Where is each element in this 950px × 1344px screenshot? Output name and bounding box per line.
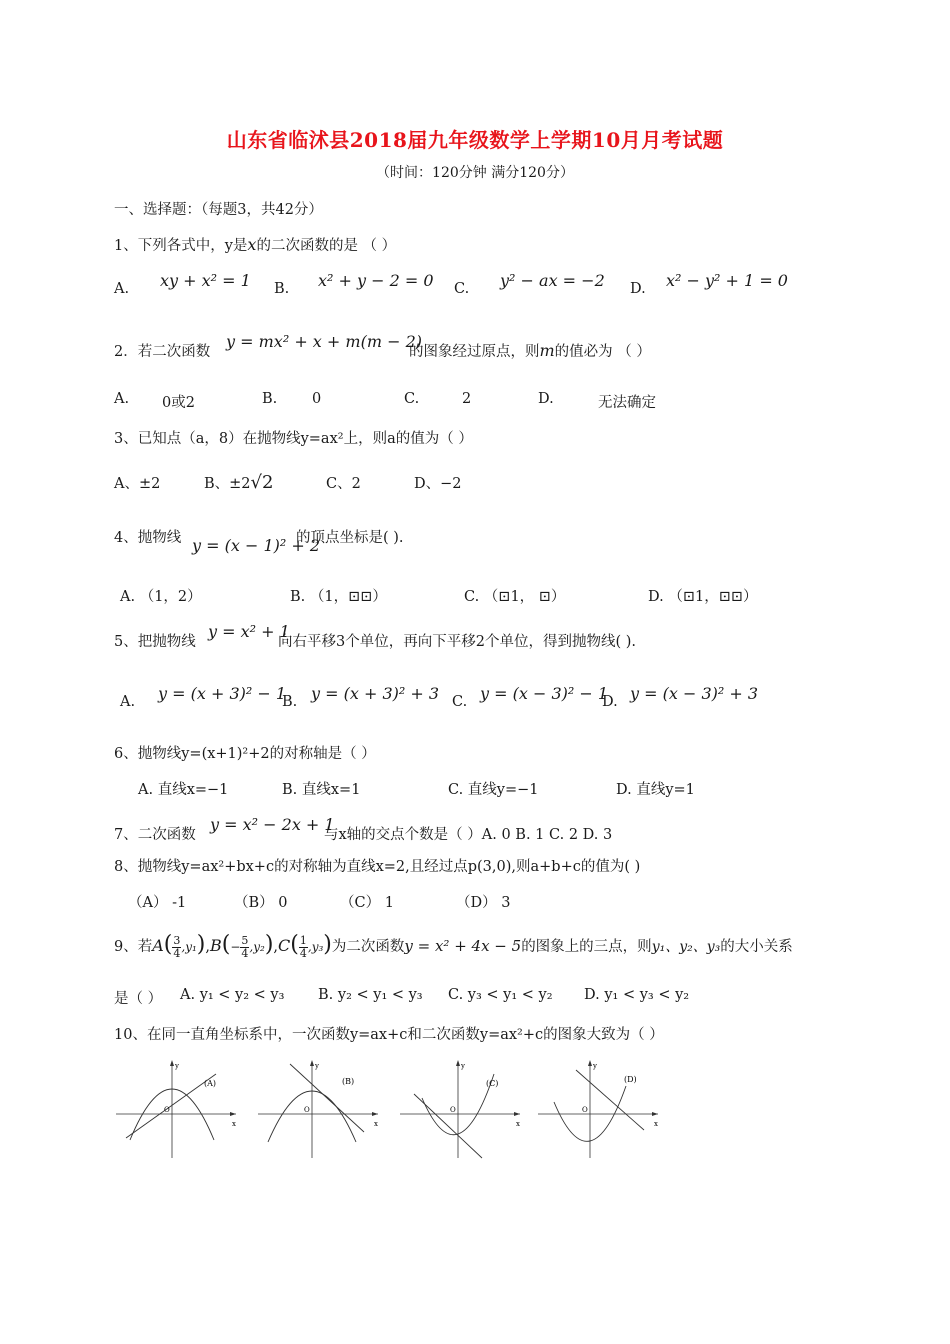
q4-option-b[interactable]: B. （1，⊡⊡） bbox=[290, 589, 387, 605]
y-label: y bbox=[461, 1062, 465, 1070]
x-axis-arrow bbox=[372, 1112, 378, 1116]
line bbox=[290, 1064, 364, 1132]
question-4-stem: 4、抛物线 bbox=[114, 530, 182, 546]
q10-graph-a[interactable] bbox=[112, 1058, 242, 1162]
q10-graph-b[interactable] bbox=[254, 1058, 384, 1162]
exam-info: （时间：120分钟 满分120分） bbox=[376, 165, 574, 181]
q3-option-b[interactable]: B、±2√2 bbox=[204, 472, 274, 493]
q9-option-a[interactable]: A. y₁ < y₂ < y₃ bbox=[180, 987, 285, 1003]
q5-option-c[interactable]: y = (x − 3)² − 1 bbox=[480, 684, 609, 703]
fraction-b: $\frac{5}{4}$ bbox=[241, 933, 249, 960]
q5-expression: y = x² + 1 bbox=[208, 622, 290, 641]
q9-option-d[interactable]: D. y₁ < y₃ < y₂ bbox=[584, 987, 690, 1003]
q1-option-d-label: D. bbox=[630, 281, 646, 297]
q2-option-a[interactable]: 0或2 bbox=[162, 395, 195, 411]
q3-option-c[interactable]: C、2 bbox=[326, 476, 361, 492]
y-label: y bbox=[315, 1062, 319, 1070]
graph-label: (A) bbox=[204, 1079, 217, 1088]
question-6-stem: 6、抛物线y=(x+1)²+2的对称轴是（ ） bbox=[114, 746, 376, 762]
y-label: y bbox=[593, 1062, 597, 1070]
fraction-a: $\frac{3}{4}$ bbox=[173, 933, 181, 960]
q4-expression: y = (x − 1)² + 2 bbox=[192, 536, 321, 555]
question-10-stem: 10、在同一直角坐标系中，一次函数y=ax+c和二次函数y=ax²+c的图象大致为（ ） bbox=[114, 1027, 664, 1043]
page-title: 山东省临沭县2018届九年级数学上学期10月月考试题 bbox=[226, 128, 724, 152]
origin-label: O bbox=[304, 1106, 310, 1114]
question-5-stem: 5、把抛物线 bbox=[114, 634, 196, 650]
q10-graph-c[interactable] bbox=[396, 1058, 526, 1162]
q5-option-b-label: B. bbox=[282, 694, 298, 710]
y-axis-arrow bbox=[310, 1060, 314, 1066]
q4-option-c[interactable]: C. （⊡1， ⊡） bbox=[464, 589, 566, 605]
question-3-stem: 3、已知点（a，8）在抛物线y=ax²上，则a的值为（ ） bbox=[114, 431, 473, 447]
x-axis-arrow bbox=[230, 1112, 236, 1116]
graph-label: (D) bbox=[624, 1075, 637, 1084]
q1-option-d[interactable]: x² − y² + 1 = 0 bbox=[666, 271, 788, 290]
q5-option-b[interactable]: y = (x + 3)² + 3 bbox=[311, 684, 440, 703]
x-label: x bbox=[374, 1120, 378, 1128]
fraction-c: $\frac{1}{4}$ bbox=[299, 933, 307, 960]
q1-option-a[interactable]: xy + x² = 1 bbox=[160, 271, 251, 290]
x-axis-arrow bbox=[514, 1112, 520, 1116]
q7-options[interactable]: 与x轴的交点个数是（ ）A. 0 B. 1 C. 2 D. 3 bbox=[324, 827, 613, 843]
origin-label: O bbox=[450, 1106, 456, 1114]
y-axis-arrow bbox=[456, 1060, 460, 1066]
q5-option-a[interactable]: y = (x + 3)² − 1 bbox=[158, 684, 287, 703]
x-label: x bbox=[516, 1120, 520, 1128]
q2-option-b[interactable]: 0 bbox=[312, 391, 322, 407]
q5-stem-b: 向右平移3个单位，再向下平移2个单位，得到抛物线( ). bbox=[278, 634, 636, 650]
q9-option-c[interactable]: C. y₃ < y₁ < y₂ bbox=[448, 987, 553, 1003]
origin-label: O bbox=[164, 1106, 170, 1114]
q10-graph-d[interactable] bbox=[534, 1058, 664, 1162]
q2-option-a-label: A. bbox=[114, 391, 130, 407]
q5-option-c-label: C. bbox=[452, 694, 468, 710]
y-axis-arrow bbox=[588, 1060, 592, 1066]
y-axis-arrow bbox=[170, 1060, 174, 1066]
q1-option-a-label: A. bbox=[114, 281, 130, 297]
q2-stem-b: 的图象经过原点，则m的值必为 （ ） bbox=[409, 341, 651, 360]
x-label: x bbox=[232, 1120, 236, 1128]
question-1-stem: 1、下列各式中，y是x的二次函数的是 （ ） bbox=[114, 235, 397, 254]
question-9-stem: 9、若A( $\frac{3}{4}$ ,y₁),B(− $\frac{5}{4}$ ,y₂),C( $\frac{1}{4}$ ,y₃)为二次函数y = x² + 4x − 5的图象上的三点，则y₁、y₂、y₃的大小关系 bbox=[114, 932, 793, 960]
q2-option-c[interactable]: 2 bbox=[462, 391, 472, 407]
q6-option-a[interactable]: A. 直线x=−1 bbox=[138, 782, 229, 798]
y-label: y bbox=[175, 1062, 179, 1070]
q8-option-a[interactable]: （A） -1 bbox=[128, 895, 187, 911]
q6-option-b[interactable]: B. 直线x=1 bbox=[282, 782, 361, 798]
q8-option-d[interactable]: （D） 3 bbox=[456, 895, 511, 911]
q1-option-b-label: B. bbox=[274, 281, 290, 297]
q1-option-c[interactable]: y² − ax = −2 bbox=[500, 271, 605, 290]
q5-option-d[interactable]: y = (x − 3)² + 3 bbox=[630, 684, 759, 703]
graph-label: (B) bbox=[342, 1077, 355, 1086]
q7-expression: y = x² − 2x + 1 bbox=[210, 815, 335, 834]
q3-option-a[interactable]: A、±2 bbox=[114, 476, 161, 492]
question-7-stem: 7、二次函数 bbox=[114, 827, 196, 843]
q2-option-d-label: D. bbox=[538, 391, 554, 407]
q2-option-c-label: C. bbox=[404, 391, 420, 407]
q9-line2: 是（ ） bbox=[114, 991, 163, 1007]
line bbox=[126, 1074, 216, 1138]
q9-option-b[interactable]: B. y₂ < y₁ < y₃ bbox=[318, 987, 423, 1003]
question-2-stem: 2．若二次函数 bbox=[114, 344, 211, 360]
q1-option-c-label: C. bbox=[454, 281, 470, 297]
q5-option-a-label: A. bbox=[120, 694, 136, 710]
origin-label: O bbox=[582, 1106, 588, 1114]
question-8-stem: 8、抛物线y=ax²+bx+c的对称轴为直线x=2,且经过点p(3,0),则a+b+c的值为( ) bbox=[114, 859, 641, 875]
x-axis-arrow bbox=[652, 1112, 658, 1116]
q2-expression: y = mx² + x + m(m − 2) bbox=[226, 332, 422, 351]
q3-option-d[interactable]: D、−2 bbox=[414, 476, 462, 492]
section-heading: 一、选择题：（每题3，共42分） bbox=[114, 202, 323, 218]
graph-label: (C) bbox=[486, 1079, 499, 1088]
q8-option-b[interactable]: （B） 0 bbox=[234, 895, 288, 911]
q2-option-b-label: B. bbox=[262, 391, 278, 407]
q2-option-d[interactable]: 无法确定 bbox=[598, 395, 656, 411]
q8-option-c[interactable]: （C） 1 bbox=[340, 895, 394, 911]
q1-option-b[interactable]: x² + y − 2 = 0 bbox=[318, 271, 434, 290]
q4-option-a[interactable]: A. （1，2） bbox=[120, 589, 202, 605]
x-label: x bbox=[654, 1120, 658, 1128]
q6-option-d[interactable]: D. 直线y=1 bbox=[616, 782, 695, 798]
line bbox=[414, 1094, 482, 1158]
q5-option-d-label: D. bbox=[602, 694, 618, 710]
q4-stem-b: 的顶点坐标是( ). bbox=[296, 530, 404, 546]
q6-option-c[interactable]: C. 直线y=−1 bbox=[448, 782, 539, 798]
q4-option-d[interactable]: D. （⊡1，⊡⊡） bbox=[648, 589, 758, 605]
